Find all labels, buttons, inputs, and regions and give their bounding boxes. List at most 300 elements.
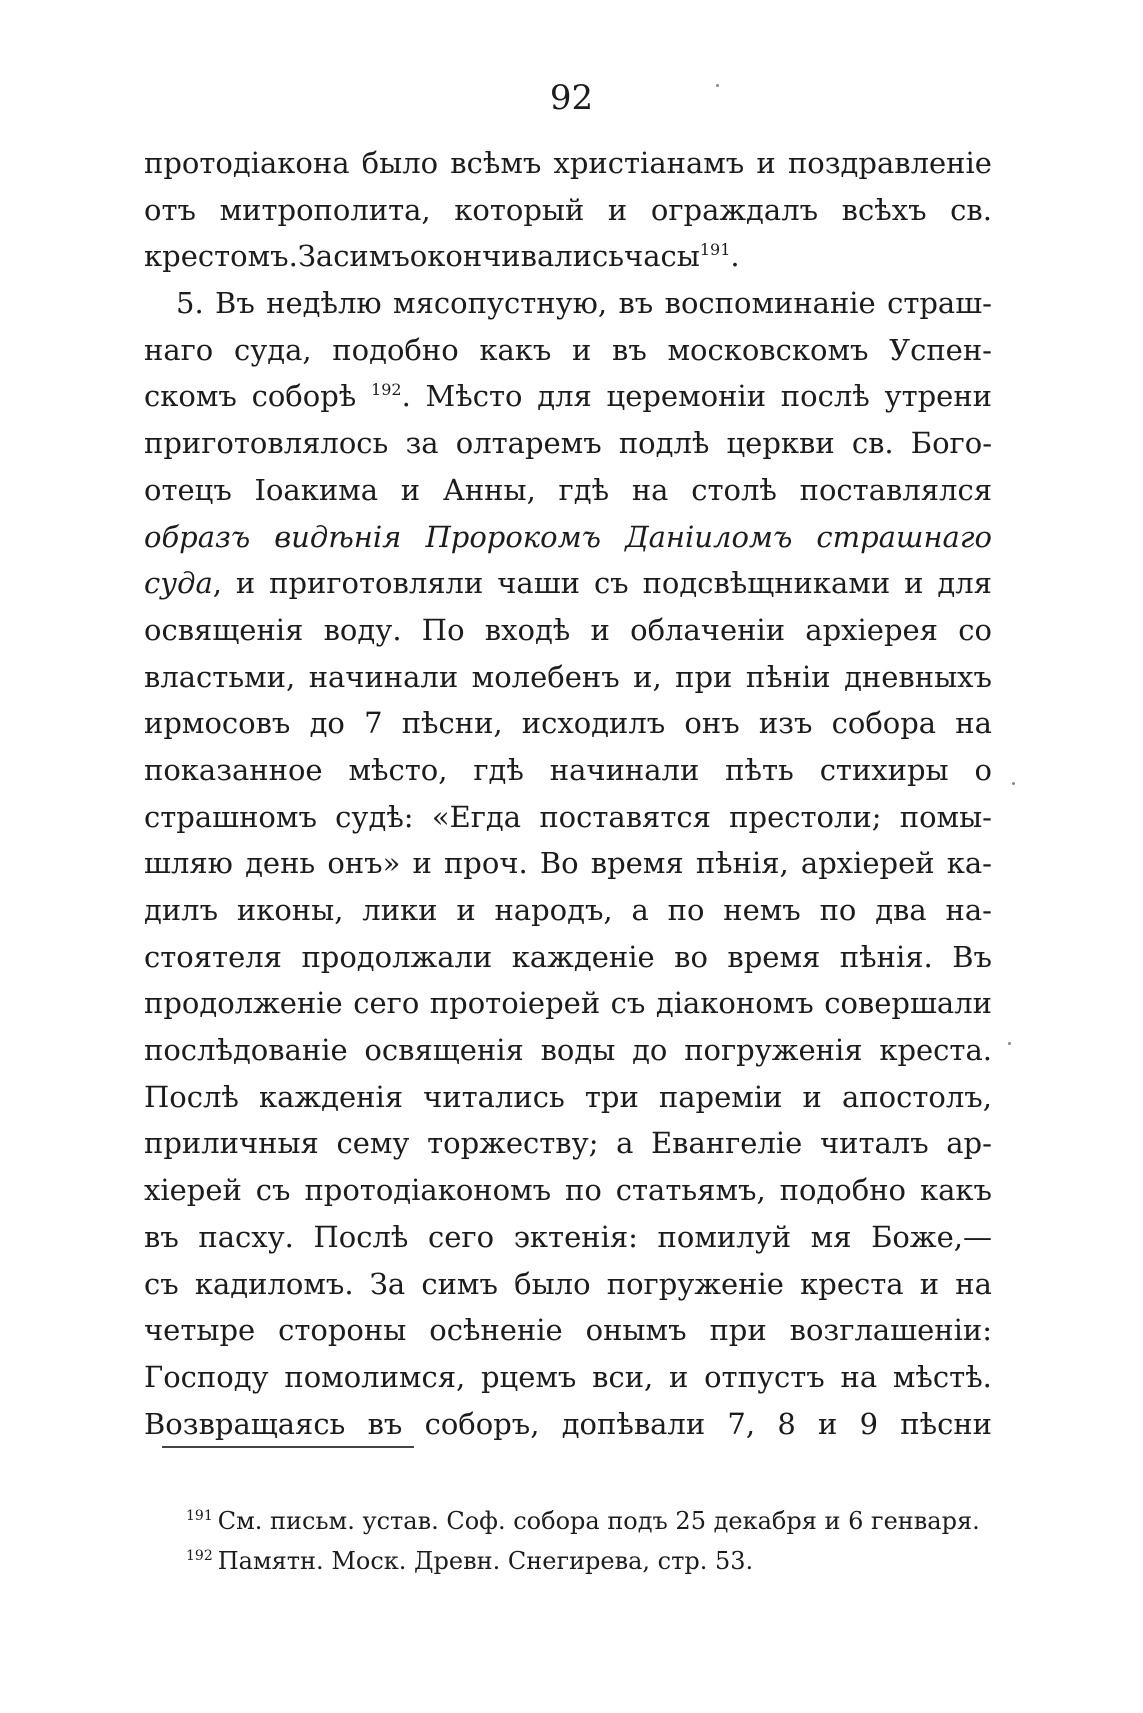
word [669,1354,688,1401]
word [684,1027,862,1074]
text-fragment: въ [618,286,654,321]
word [879,1027,992,1074]
word [659,1074,783,1121]
word [723,887,801,934]
text-fragment: отецъ [144,472,232,507]
word [144,420,388,467]
word [144,1214,179,1261]
word [824,980,992,1027]
word [790,1307,992,1354]
text-fragment: вси, [592,1359,654,1394]
text-fragment: ирмосовъ [144,706,291,741]
word [572,327,591,374]
word [800,1261,903,1308]
word [842,187,927,234]
text-fragment: эктенія: [513,1219,638,1254]
text-fragment: по [565,1173,602,1208]
text-line [144,560,992,607]
word [432,794,521,841]
text-fragment: . [401,379,411,414]
word [456,420,602,467]
word [336,1120,409,1167]
text-fragment: молебенъ [471,659,620,694]
footnote-ref: 192 [371,380,402,400]
word [412,840,431,887]
text-fragment: мѣсто, [348,752,448,787]
text-fragment: за [405,426,439,461]
word [611,980,646,1027]
text-fragment: подлѣ [618,426,710,461]
footnote-191 [186,1503,994,1543]
word [539,794,711,841]
word [616,1167,766,1214]
footnote-number: 191 [186,1508,213,1524]
scan-speck [716,84,719,87]
text-line [144,1401,992,1448]
text-fragment: и [756,146,776,180]
word [904,560,923,607]
text-fragment: въ [367,1406,403,1441]
text-fragment: протоіерей [429,986,601,1021]
text-fragment: кажденія [259,1079,404,1114]
text-line [144,140,992,187]
word [368,1401,403,1448]
word [562,1401,706,1448]
text-line [144,654,992,701]
text-fragment: сему [336,1126,410,1161]
word [422,607,465,654]
word [840,1354,877,1401]
word [920,1167,992,1214]
word [781,373,870,420]
word [220,187,431,234]
text-line [144,233,992,280]
text-fragment: возглашеніи: [789,1313,992,1348]
text-fragment: 8 [777,1406,796,1441]
text-fragment: страш- [887,286,992,321]
text-fragment: 7, [727,1406,756,1441]
word [958,607,992,654]
text-fragment: со [958,612,992,647]
text-fragment: четыре [144,1313,256,1348]
text-fragment: на [955,1266,992,1301]
text-fragment: какъ [919,1173,992,1208]
text-line [144,607,992,654]
text-fragment: протодіакономъ [304,1173,552,1208]
footnotes [186,1503,994,1583]
text-fragment: шляю [144,846,233,881]
word [674,934,708,981]
text-fragment: гдѣ [558,472,610,507]
word [591,607,610,654]
word [607,1261,784,1308]
text-line [144,1214,992,1261]
text-fragment: митрополита, [219,192,431,227]
text-fragment: и [919,1266,940,1301]
text-fragment: креста. [879,1033,992,1068]
text-fragment: страшнаго [816,519,992,554]
text-line [144,934,992,981]
word [327,840,400,887]
text-fragment: помолимся, [284,1359,466,1394]
word [423,1074,565,1121]
text-fragment: продолженіе [144,986,343,1021]
word [514,1261,590,1308]
footnote-text: См. письм. устав. Соф. собора подъ 25 декабря и 6 генваря. [217,1507,980,1535]
text-fragment: протодіакона [144,146,350,180]
word [298,233,333,280]
word [252,373,357,420]
word [554,140,745,187]
word [144,1401,345,1448]
text-fragment: гдѣ [473,752,524,787]
word [144,1261,179,1308]
text-fragment: дневныхъ [844,659,992,694]
text-line [144,1307,992,1354]
word [472,654,620,701]
word [955,700,992,747]
word [667,327,868,374]
text-fragment: , [212,566,222,601]
word [860,1401,878,1448]
word [727,420,835,467]
text-fragment: приготовляли [269,566,484,601]
word [592,1354,653,1401]
word [684,700,739,747]
word [278,1307,406,1354]
word [630,607,785,654]
text-fragment: при [675,659,733,694]
text-fragment: исходилъ [521,706,666,741]
text-fragment: Господу [144,1359,269,1394]
word [818,1401,837,1448]
word [816,514,992,561]
word [144,1027,348,1074]
word [704,1354,825,1401]
word [301,934,492,981]
text-fragment: который [454,192,585,227]
text-fragment: а [616,1126,634,1161]
text-fragment: время [727,939,821,974]
word [497,560,580,607]
text-fragment: было [514,1266,591,1301]
text-fragment: съ [593,566,629,601]
text-line [144,1027,992,1074]
word [144,700,290,747]
word [725,747,794,794]
text-fragment: народъ, [494,893,613,927]
text-fragment: и [400,472,421,507]
text-line [144,1167,992,1214]
text-fragment: московскомъ [667,332,869,367]
word [920,1261,939,1308]
text-fragment: и [235,566,256,601]
word [691,467,777,514]
word [594,560,629,607]
word [619,420,710,467]
word [370,1261,405,1308]
footnote-text: Памятн. Моск. Древн. Снегирева, стр. 53. [217,1547,754,1575]
word [832,700,936,747]
text-fragment: всѣмъ [450,146,542,180]
text-fragment: приличныя [144,1126,319,1161]
text-fragment: съ [144,1266,179,1301]
text-fragment: на [631,472,669,507]
word [353,980,419,1027]
text-fragment: на [840,1359,878,1394]
word [514,1214,638,1261]
word [485,607,571,654]
text-line [144,467,992,514]
scan-speck [1012,782,1015,785]
text-fragment: Успен- [889,332,992,367]
word [405,420,438,467]
word [559,467,610,514]
text-line [144,1354,992,1401]
text-fragment: подсвѣщниками [642,566,891,601]
word [625,514,792,561]
text-fragment: ар- [946,1126,992,1161]
text-fragment: мѣстѣ. [892,1359,992,1394]
text-fragment: стоятеля [144,939,282,974]
word [632,467,669,514]
word [144,1167,242,1214]
word [144,607,303,654]
word [946,887,992,934]
text-fragment: дилъ [144,893,219,927]
word [144,1354,269,1401]
word [820,1120,929,1167]
text-fragment: подобно [779,1173,906,1208]
text-fragment: помы- [899,799,992,834]
text-fragment: и [904,566,924,601]
text-fragment: о [974,752,992,787]
text-fragment: . [730,239,740,274]
text-fragment: пареміи [658,1079,783,1114]
word [746,654,831,701]
text-line [144,1261,992,1308]
text-fragment: освященія [364,1033,524,1068]
text-fragment: хіерей [144,1173,242,1208]
text-fragment: и [669,1359,689,1394]
text-fragment: церемоніи [606,379,767,414]
text-fragment: продолжали [301,939,493,974]
word [427,1120,598,1167]
word [537,373,592,420]
text-fragment: иконы, [236,893,344,927]
text-fragment: Пророкомъ [425,519,601,554]
text-line [144,514,992,561]
text-fragment: сего [428,1219,495,1254]
word [364,700,382,747]
word [144,373,237,420]
text-fragment: ограждалъ [650,192,819,227]
word [842,1074,992,1121]
text-fragment: соборъ, [424,1406,540,1441]
word [269,560,483,607]
word [512,934,655,981]
text-fragment: было [361,146,439,180]
text-fragment: пѣнія. [839,939,933,974]
text-fragment: на [955,706,992,741]
text-fragment: церкви [726,426,835,461]
text-fragment: Во [539,846,579,881]
text-fragment: Въ [215,286,255,321]
word [937,560,992,607]
text-fragment: христіанамъ [553,146,745,180]
word [144,840,233,887]
word [946,1120,992,1167]
text-fragment: архіерей [800,846,935,881]
word [565,1167,602,1214]
word [952,934,992,981]
word [144,560,222,607]
word [401,467,420,514]
word [550,747,700,794]
text-fragment: читалъ [819,1126,929,1161]
text-fragment: часы [624,239,700,274]
word [844,654,992,701]
word [259,1074,403,1121]
text-fragment: 9 [859,1406,879,1441]
word [144,747,323,794]
text-fragment: наго [144,332,214,367]
text-fragment: архіерея [805,612,938,647]
text-fragment: 7 [364,706,383,741]
word [727,1401,755,1448]
text-fragment: онымъ [585,1313,687,1348]
text-line [144,980,992,1027]
text-fragment: два [875,893,927,927]
word [144,1074,239,1121]
text-fragment: рцемъ [480,1359,577,1394]
text-fragment: три [584,1079,639,1114]
word [266,280,382,327]
word [803,1074,822,1121]
word [709,1307,766,1354]
text-fragment: Послѣ [144,1079,239,1114]
word [425,1401,540,1448]
text-fragment: соборѣ [251,379,357,414]
word [144,934,282,981]
text-fragment: св. [950,192,992,227]
text-fragment: для [537,379,592,414]
text-fragment: осѣненіе [429,1313,563,1348]
text-fragment: діакономъ [655,986,814,1021]
word [425,514,601,561]
text-fragment: подобно [332,332,459,367]
word [236,560,255,607]
footnote-divider [162,1446,414,1448]
text-line [144,373,992,420]
word [256,1167,291,1214]
word [304,1167,551,1214]
text-fragment: воспоминаніе [664,286,876,321]
text-fragment: до [309,706,345,741]
word [665,280,876,327]
word [309,654,459,701]
text-fragment: пѣсни, [401,706,503,741]
text-fragment: властьми, [144,659,296,694]
text-fragment: воду. [323,612,402,647]
word [607,373,767,420]
text-fragment: онъ» [327,846,401,881]
word [371,373,411,420]
word [911,420,992,467]
text-fragment: недѣлю [266,286,382,321]
word [393,280,607,327]
word [624,233,700,280]
text-fragment: чаши [497,566,581,601]
word [522,700,665,747]
text-fragment: пѣть [725,752,794,787]
text-fragment: сего [353,986,420,1021]
word [947,840,992,887]
word [955,1261,992,1308]
word [324,607,402,654]
word [245,840,315,887]
text-fragment: и [456,893,476,927]
text-fragment: для [937,566,992,601]
word [591,840,684,887]
text-fragment: показанное [144,752,323,787]
word [450,140,541,187]
word [651,187,818,234]
word [144,1307,255,1354]
word [618,280,653,327]
text-fragment: при [709,1313,767,1348]
word [274,514,401,561]
text-fragment: суда [144,566,213,601]
body-text [144,140,992,1447]
text-fragment: погруженіе [606,1266,784,1301]
word [362,887,437,934]
word [631,887,648,934]
word [176,280,204,327]
text-fragment: и [802,1079,822,1114]
text-fragment: кадиломъ. [194,1266,354,1301]
text-fragment: По [421,612,465,647]
text-fragment: и, [633,659,662,694]
text-fragment: За [297,239,334,274]
word [651,1120,802,1167]
text-line [144,327,992,374]
text-fragment: 5. [176,286,204,321]
text-fragment: стихиры [819,752,949,787]
text-fragment: по [819,893,857,927]
word [950,187,992,234]
word [144,467,232,514]
word [871,1214,992,1261]
text-fragment: симъ [421,1266,498,1301]
word [658,1214,792,1261]
text-fragment: съ [255,1173,291,1208]
word [429,1307,562,1354]
word [696,840,789,887]
text-fragment: Мѣсто [425,379,523,414]
text-fragment: апостолъ, [842,1079,992,1114]
word [402,700,503,747]
text-fragment: помилуй [657,1219,792,1254]
text-fragment: видѣнія [274,519,402,554]
text-fragment: въ [612,332,647,367]
text-fragment: и [412,846,432,881]
word [144,233,298,280]
text-fragment: начинали [549,752,700,787]
text-fragment: послѣ [780,379,870,414]
text-fragment: креста [800,1266,904,1301]
text-fragment: совершали [824,986,992,1021]
